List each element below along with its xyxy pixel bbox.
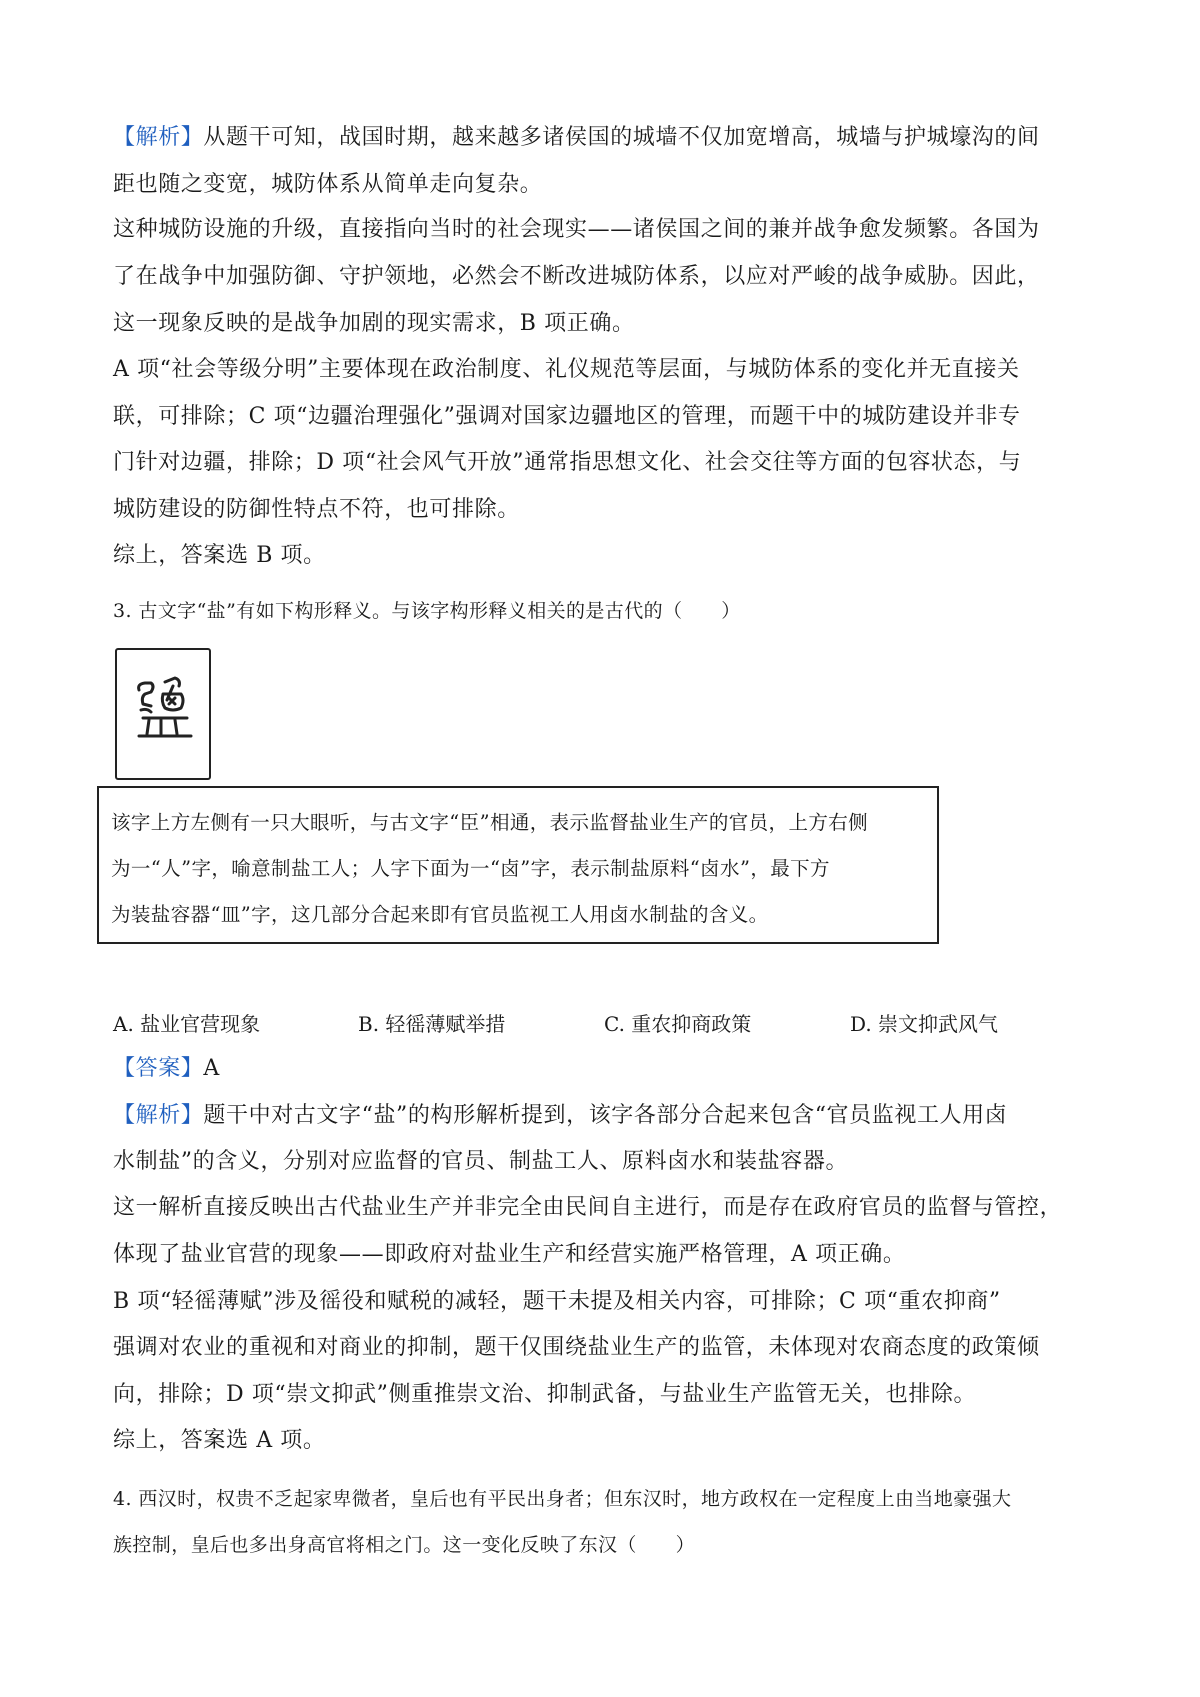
analysis-paragraph-line: 这一现象反映的是战争加剧的现实需求，B 项正确。	[113, 311, 635, 336]
explanation-line: 该字上方左侧有一只大眼听，与古文字“臣”相通，表示监督盐业生产的官员，上方右侧	[111, 811, 869, 834]
answer-value: A	[203, 1056, 220, 1081]
question-4-stem-line: 族控制，皇后也多出身高官将相之门。这一变化反映了东汉（ ）	[113, 1534, 696, 1556]
analysis-paragraph-line: B 项“轻徭薄赋”涉及徭役和赋税的减轻，题干未提及相关内容，可排除；C 项“重农抑商”	[113, 1289, 1001, 1314]
analysis-paragraph-line: 向，排除；D 项“崇文抑武”侧重推崇文治、抑制武备，与盐业生产监管无关，也排除。	[113, 1382, 977, 1407]
analysis-paragraph-line: 水制盐”的含义，分别对应监督的官员、制盐工人、原料卤水和装盐容器。	[113, 1149, 849, 1174]
analysis-paragraph-line: 【解析】从题干可知，战国时期，越来越多诸侯国的城墙不仅加宽增高，城墙与护城壕沟的间	[113, 125, 1040, 150]
question-4-stem-line: 4. 西汉时，权贵不乏起家卑微者，皇后也有平民出身者；但东汉时，地方政权在一定程度上由当地豪强大	[113, 1488, 1012, 1510]
analysis-paragraph-line: 联，可排除；C 项“边疆治理强化”强调对国家边疆地区的管理，而题干中的城防建设并非专	[113, 404, 1021, 429]
analysis-paragraph-line: 门针对边疆，排除；D 项“社会风气开放”通常指思想文化、社会交往等方面的包容状态，与	[113, 450, 1022, 475]
answer-line	[113, 1054, 220, 1084]
answer-tag: 【答案】	[113, 1056, 204, 1081]
analysis-paragraph-line: 城防建设的防御性特点不符，也可排除。	[113, 497, 520, 522]
analysis-tag: 【解析】	[113, 125, 204, 150]
explanation-line: 为装盐容器“皿”字，这几部分合起来即有官员监视工人用卤水制盐的含义。	[111, 903, 769, 926]
option-b: B. 轻徭薄赋举措	[358, 1012, 506, 1036]
option-d: D. 崇文抑武风气	[850, 1012, 999, 1036]
analysis-paragraph-line: 强调对农业的重视和对商业的抑制，题干仅围绕盐业生产的监管，未体现对农商态度的政策倾	[113, 1335, 1040, 1360]
analysis-paragraph-line: A 项“社会等级分明”主要体现在政治制度、礼仪规范等层面，与城防体系的变化并无直接关	[113, 357, 1020, 382]
analysis-conclusion: 综上，答案选 A 项。	[113, 1428, 326, 1453]
option-a: A. 盐业官营现象	[113, 1012, 261, 1036]
seal-glyph-icon	[117, 650, 209, 778]
analysis-tag: 【解析】	[113, 1103, 204, 1128]
question-3-stem: 3. 古文字“盐”有如下构形释义。与该字构形释义相关的是古代的（ ）	[113, 600, 741, 622]
analysis-conclusion: 综上，答案选 B 项。	[113, 543, 326, 568]
ancient-salt-character-image	[115, 648, 211, 780]
analysis-paragraph-line: 了在战争中加强防御、守护领地，必然会不断改进城防体系，以应对严峻的战争威胁。因此，	[113, 264, 1040, 289]
analysis-paragraph-line: 距也随之变宽，城防体系从简单走向复杂。	[113, 172, 543, 197]
analysis-paragraph-line: 体现了盐业官营的现象——即政府对盐业生产和经营实施严格管理，A 项正确。	[113, 1242, 906, 1267]
analysis-paragraph-line: 【解析】题干中对古文字“盐”的构形解析提到，该字各部分合起来包含“官员监视工人用卤	[113, 1103, 1008, 1128]
option-c: C. 重农抑商政策	[604, 1012, 752, 1036]
explanation-line: 为一“人”字，喻意制盐工人；人字下面为一“卤”字，表示制盐原料“卤水”，最下方	[111, 857, 830, 880]
analysis-paragraph-line: 这种城防设施的升级，直接指向当时的社会现实——诸侯国之间的兼并战争愈发频繁。各国为	[113, 217, 1040, 242]
analysis-paragraph-line: 这一解析直接反映出古代盐业生产并非完全由民间自主进行，而是存在政府官员的监督与管控，	[113, 1195, 1063, 1220]
character-explanation-box	[97, 786, 939, 944]
